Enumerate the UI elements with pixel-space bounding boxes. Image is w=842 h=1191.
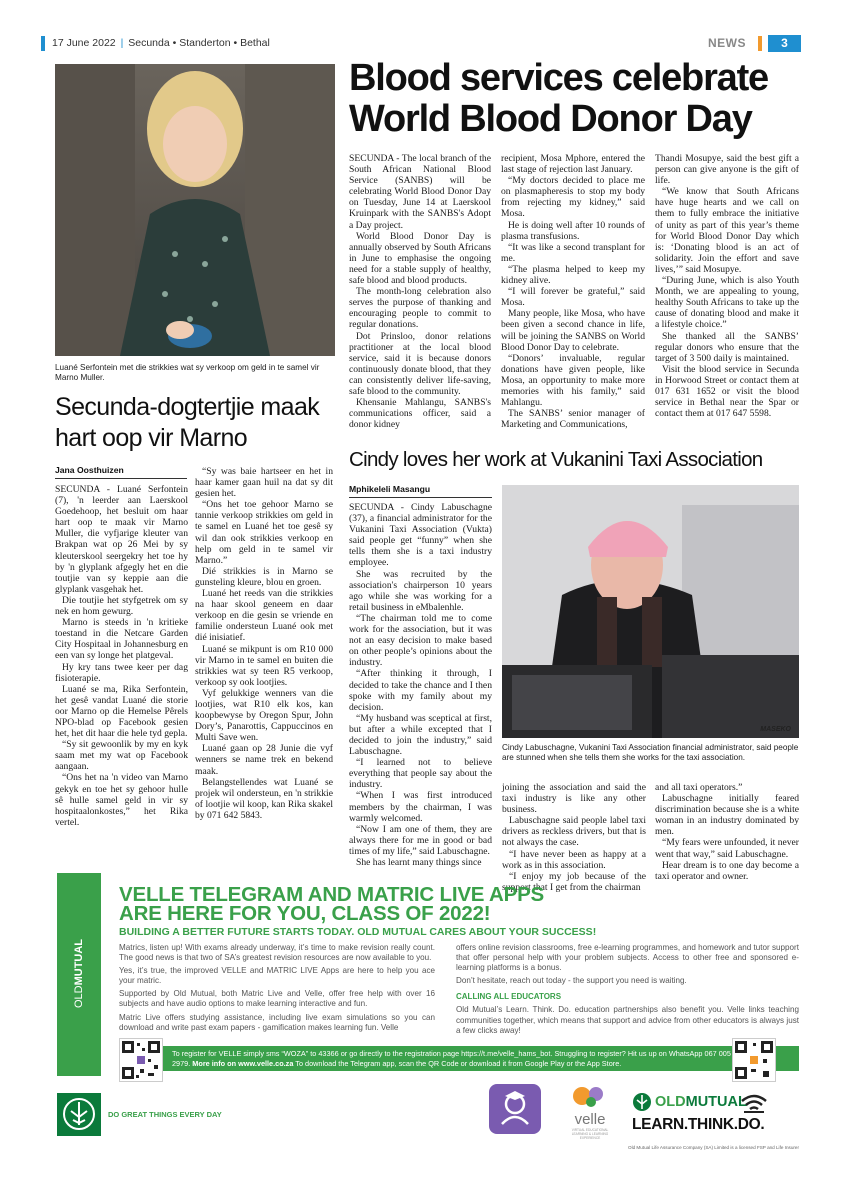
ad-right-paragraph: offers online revision classrooms, free e-learning programmes, and homework and tutor support that offer personal help with your problem subjects. Access to other free and sponsored e-learning platforms is a bonus. (456, 943, 799, 973)
girl-photo-illustration (55, 64, 335, 356)
header-separator: | (120, 37, 124, 49)
velle-logo-text: velle (574, 1111, 606, 1128)
blood-col2-paragraph: “I will forever be grateful,” said Mosa. (501, 286, 645, 309)
ad-qr-right[interactable] (732, 1038, 776, 1082)
blood-col2-paragraph: “The plasma helped to keep my kidney alive. (501, 263, 645, 287)
cindy-photo-caption: Cindy Labuschagne, Vukanini Taxi Association financial administrator, said people are stunned when she tells them she works for the taxi association. (502, 743, 799, 763)
cindy-byline: Mphikeleli Masangu (349, 484, 492, 498)
blood-col3-paragraph: She thanked all the SANBS’ regular donors who ensure that the target of 3 500 daily is maintained. (655, 330, 799, 364)
marno-col1-paragraph: “Sy sit gewoonlik by my en kyk saam met my wat op Facebook aangaan. (55, 739, 188, 773)
ad-left-paragraph: Yes, it’s true, the improved VELLE and MATRIC LIVE Apps are here to help you ace your matric. (119, 966, 435, 986)
cindy-column-2 (502, 782, 646, 893)
marno-headline-line1: Secunda-dogtertjie maak (55, 393, 320, 421)
marno-col2-paragraph: Luané het reeds van die strikkies na haar skool geneem en daar verkoop en die gesin se vriende en familie ondersteun Luané ook met dié inisiatief. (195, 588, 333, 644)
marno-col2-paragraph: Belangstellendes wat Luané se projek wil ondersteun, en 'n strikkie of lootjie wil koop, kan Rika skakel by 071 642 5843. (195, 776, 333, 821)
velle-logo[interactable] (564, 1084, 616, 1140)
cindy-col1-paragraph: She was recruited by the association's chairperson 10 years ago while she was working for a retail business in eMbalenhle. (349, 568, 492, 613)
blood-col2-paragraph: recipient, Mosa Mphore, entered the last stage of rejection last January. (501, 153, 645, 176)
marno-photo (55, 64, 335, 356)
blood-col3-paragraph: “We know that South Africans have huge hearts and we call on them to fully embrace the initiative of unity as part of this year’s theme for World Blood Donor Day which is: ‘Donating blood is an act of solidarity. Join the effort and save lives,’” said Mosupye. (655, 186, 799, 275)
qr-code-icon (733, 1039, 775, 1081)
header-page-bar (758, 36, 762, 51)
marno-byline: Jana Oosthuizen (55, 465, 187, 479)
blood-col2-paragraph: “It was like a second transplant for me. (501, 241, 645, 264)
ad-left-paragraph: Matric Live offers studying assistance, including live exam simulations so you can download and write past exam papers - gamification makes learning fun. Velle (119, 1012, 435, 1032)
cindy-col3-paragraph: Hear dream is to one day become a taxi operator and owner. (655, 859, 799, 882)
ad-register-text (172, 1049, 732, 1068)
marno-col2-paragraph: “Ons het toe gehoor Marno se tannie verkoop strikkies om geld in te samel en Luané het toe gesê sy wil dan ook strikkies verkoop en help om geld in te samel vir Marno.” (195, 499, 333, 566)
ad-headline-line2: ARE HERE FOR YOU, CLASS OF 2022! (119, 902, 491, 925)
blood-headline-line2: World Blood Donor Day (349, 98, 752, 140)
header-page-number: 3 (768, 35, 801, 52)
learn-think-do-waves-icon (739, 1092, 769, 1114)
old-mutual-wordmark (655, 1094, 747, 1111)
marno-col2-paragraph: Luané gaan op 28 Junie die vyf wenners se name trek en bekend maak. (195, 743, 333, 777)
ad-qr-left[interactable] (119, 1038, 163, 1082)
ad-side-strip-bottom (57, 1093, 101, 1136)
marno-headline (55, 392, 340, 454)
cindy-col1-paragraph: “After thinking it through, I decided to take the chance and I then spoke with my family about my decision. (349, 668, 492, 713)
blood-col1-paragraph: Dot Prinsloo, donor relations practitioner at the local blood service, said it is because donors continuously donate blood, that they can consistently deliver life-saving, safe blood to the community. (349, 330, 491, 397)
header-edition: Secunda • Standerton • Bethal (128, 37, 270, 49)
header-dateline (52, 37, 270, 49)
graduate-icon (489, 1084, 541, 1134)
marno-col1-paragraph: “Ons het na 'n video van Marno gekyk en toe het sy gehoor hulle sê hulle samel geld in vir sy hospitaalonkostes,” het Rika vertel. (55, 772, 188, 828)
cindy-col3-paragraph: “My fears were unfounded, it never went that way,” said Labuschagne. (655, 837, 799, 860)
cindy-photo-watermark: MASEKO (760, 726, 791, 733)
blood-col2-paragraph: “Donors’ invaluable, regular donations have given people, like Mosa, an opportunity to make more memories with his family,” said Mahlangu. (501, 352, 645, 409)
marno-col2-paragraph: Vyf gelukkige wenners van die lootjies, wat R10 elk kos, kan koopbewyse by Oregon Spur, John Dory’s, Panarottis, Cappuccinos en Multi Save wen. (195, 687, 333, 744)
cindy-col1-paragraph: She has learnt many things since (356, 857, 482, 868)
cindy-col1-paragraph: “When I was first introduced members by the chairman, I was warmly welcomed. (349, 790, 492, 824)
header-date: 17 June 2022 (52, 37, 116, 49)
cindy-photo-illustration (502, 485, 799, 738)
cindy-col1-paragraph: “I learned not to believe everything that people say about the industry. (349, 757, 492, 791)
marno-photo-caption: Luané Serfontein met die strikkies wat sy verkoop om geld in te samel vir Marno Muller. (55, 363, 320, 383)
marno-headline-line2: hart oop vir Marno (55, 424, 248, 452)
cindy-col1-paragraph: SECUNDA - Cindy Labuschagne (37), a financial administrator for the Vukanini Taxi Association (Vukta) said people get “funny” when she tells them she is a taxi industry employee. (349, 502, 492, 569)
ad-headline (119, 885, 799, 923)
blood-column-3 (655, 153, 799, 419)
ad-side-label (57, 872, 101, 1075)
blood-column-2 (501, 153, 645, 430)
ad-left-copy (119, 943, 435, 1036)
ad-left-paragraph: Supported by Old Mutual, both Matric Live and Velle, offer free help with over 16 subjects and have audio options to make learning interactive and fun. (119, 989, 435, 1009)
marno-col1-paragraph: Hy kry tans twee keer per dag fisioterapie. (55, 661, 188, 684)
ad-side-label-bold: MUTUAL (73, 938, 85, 986)
marno-col2-paragraph: “Sy was baie hartseer en het in haar kamer gaan huil na dat sy dit gesien het. (195, 466, 333, 500)
matric-live-app-icon[interactable] (489, 1084, 541, 1134)
old-mutual-tree-icon (57, 1093, 101, 1136)
cindy-column-3 (655, 782, 799, 882)
blood-col3-paragraph: Visit the blood service in Secunda in Horwood Street or contact them at 017 631 1652 or visit the blood service in Bethal near the Spar or contact them at 017 647 5598. (655, 363, 799, 420)
cindy-col1-paragraph: “Now I am one of them, they are always there for me in good or bad times of my life,” said Labuschagne. (349, 823, 492, 857)
blood-headline-line1: Blood services celebrate (349, 57, 768, 99)
header-accent-bar (41, 36, 45, 51)
blood-col2-paragraph: He is doing well after 10 rounds of plasma transfusions. (501, 219, 645, 242)
ad-left-paragraph: Matrics, listen up! With exams already underway, it’s time to make revision really count. The good news is that two of SA’s greatest revision resources are now available to you. (119, 943, 435, 963)
ad-right-paragraph: Don’t hesitate, reach out today - the support you need is waiting. (456, 976, 687, 986)
blood-col1-paragraph: World Blood Donor Day is annually observed by South Africans in June to emphasise the ongoing need for a stable supply of healthy, safe blood and blood products. (349, 230, 491, 287)
blood-col2-paragraph: Many people, like Mosa, who have been given a second chance in life, will be joining the SANBS on World Blood Donor Day to celebrate. (501, 308, 645, 353)
cindy-col1-paragraph: “The chairman told me to come work for the association, but it was not an easy decision to make based on other people’s opinions about the industry. (349, 612, 492, 669)
cindy-col2-paragraph: “I enjoy my job because of the support that I get from the chairman (502, 870, 646, 893)
learn-think-do-icon (739, 1092, 769, 1114)
header-section: NEWS (708, 36, 746, 50)
cindy-headline: Cindy loves her work at Vukanini Taxi Association (349, 448, 763, 471)
cindy-col2-paragraph: joining the association and said the taxi industry is like any other business. (502, 782, 646, 816)
ad-headline-line1: VELLE TELEGRAM AND MATRIC LIVE APPS (119, 883, 545, 906)
cindy-col1-paragraph: “My husband was sceptical at first, but after a while excepted that I decided to join the industry,” said Labuschagne. (349, 712, 492, 758)
ad-subheadline: BUILDING A BETTER FUTURE STARTS TODAY. OLD MUTUAL CARES ABOUT YOUR SUCCESS! (119, 926, 597, 938)
blood-col1-paragraph: SECUNDA - The local branch of the South African National Blood Service (SANBS) will be celebrating World Blood Donor Day on Tuesday, June 14 at Laerskool Kruinpark with the SANBS's Adopt a Day project. (349, 153, 491, 231)
velle-bubbles-icon (564, 1084, 616, 1110)
om-mutual: MUTUAL (685, 1094, 747, 1110)
blood-col2-paragraph: “My doctors decided to place me on plasmapheresis to stop my body from rejecting my kidney,” said Mosa. (501, 175, 645, 220)
blood-headline (349, 58, 799, 140)
marno-column-1 (55, 484, 188, 828)
cindy-photo (502, 485, 799, 738)
ad-register-tail: To download the Telegram app, scan the QR Code or download it from Google Play or the App Store. (295, 1058, 622, 1068)
marno-col2-paragraph: Dié strikkies is in Marno se gunsteling kleure, blou en groen. (195, 565, 333, 588)
marno-col2-paragraph: Luané se mikpunt is om R10 000 vir Marno in te samel en buiten die strikkies wat sy teen R5 verkoop, verkoop sy ook lootjies. (195, 643, 333, 688)
cindy-col2-paragraph: “I have never been as happy at a work as in this association. (502, 848, 646, 871)
om-old: OLD (655, 1094, 686, 1110)
ad-educators-text: Old Mutual’s Learn. Think. Do. education partnerships also benefit you. Velle links teaching communities together, which means that support and advice from other educators is always just a few clicks away! (456, 1005, 799, 1035)
ad-register-main: To register for VELLE simply sms “WOZA” to 43366 or go directly to the registration page https://t.me/velle_hams_bot. Struggling to register? Hit us up on WhatsApp 067 005 2979. (172, 1049, 731, 1068)
marno-column-2 (195, 466, 333, 821)
ad-right-copy (456, 943, 799, 1039)
marno-col1-paragraph: Die toutjie het styfgetrek om sy nek en hom gewurg. (55, 594, 188, 618)
qr-code-icon (120, 1039, 162, 1081)
old-mutual-tree-icon (632, 1092, 652, 1112)
blood-col1-paragraph: Khensanie Mahlangu, SANBS's communications officer, said a donor kidney (349, 397, 491, 431)
cindy-column-1 (349, 502, 492, 868)
blood-col3-paragraph: Thandi Mosupye, said the best gift a person can give anyone is the gift of life. (655, 153, 799, 187)
blood-column-1 (349, 153, 491, 430)
learn-think-do: LEARN.THINK.DO. (632, 1116, 765, 1133)
ad-disclaimer: Old Mutual Life Assurance Company (SA) Limited is a licensed FSP and Life Insurer (628, 1145, 799, 1150)
ad-register-link[interactable]: More info on www.velle.co.za (192, 1058, 294, 1068)
blood-col1-paragraph: The month-long celebration also serves the purpose of thanking and encouraging people to commit to regular donations. (349, 286, 491, 331)
velle-logo-subtext: VIRTUAL EDUCATIONAL LEARNING & LEARNING EXPERIENCE (571, 1128, 609, 1140)
blood-col3-paragraph: “During June, which is also Youth Month, we are appealing to young, healthy South Africans to take up the cause of donating blood and make it a lifestyle choice.” (655, 275, 799, 331)
blood-col2-paragraph: The SANBS’ senior manager of Marketing and Communications, (501, 408, 645, 431)
marno-col1-paragraph: Marno is steeds in 'n kritieke toestand in die Netcare Garden City Hospitaal in Johannesburg en een van sy longe het platgeval. (55, 617, 188, 662)
ad-tagline: DO GREAT THINGS EVERY DAY (108, 1110, 222, 1119)
ad-side-label-light: OLD (73, 985, 85, 1009)
cindy-col2-paragraph: Labuschagne said people label taxi drivers as reckless drivers, but that is not always the case. (502, 815, 646, 849)
cindy-col3-paragraph: and all taxi operators.” (655, 782, 743, 793)
marno-col1-paragraph: SECUNDA - Luané Serfontein (7), 'n leerder aan Laerskool Goedehoop, het besluit om haar hart oop te maak vir Marno Muller, die vyfjarige kleuter van Brakpan wat op 26 Mei by sy kleuterskool seergekry het toe hy by 'n glyplank afgegly het en die toutjie van sy keppie aan die glyplank vasgehak het. (55, 484, 188, 595)
ad-educators-title: CALLING ALL EDUCATORS (456, 992, 562, 1002)
marno-col1-paragraph: Luané se ma, Rika Serfontein, het gesê vandat Luané die storie oor Marno op die Hemelse Pêrels NPO-blad op Facebook gesien het, het dit haar die hele tyd gepla. (55, 683, 188, 740)
cindy-col3-paragraph: Labuschagne initially feared discrimination because she is a white woman in an industry dominated by men. (655, 793, 799, 838)
